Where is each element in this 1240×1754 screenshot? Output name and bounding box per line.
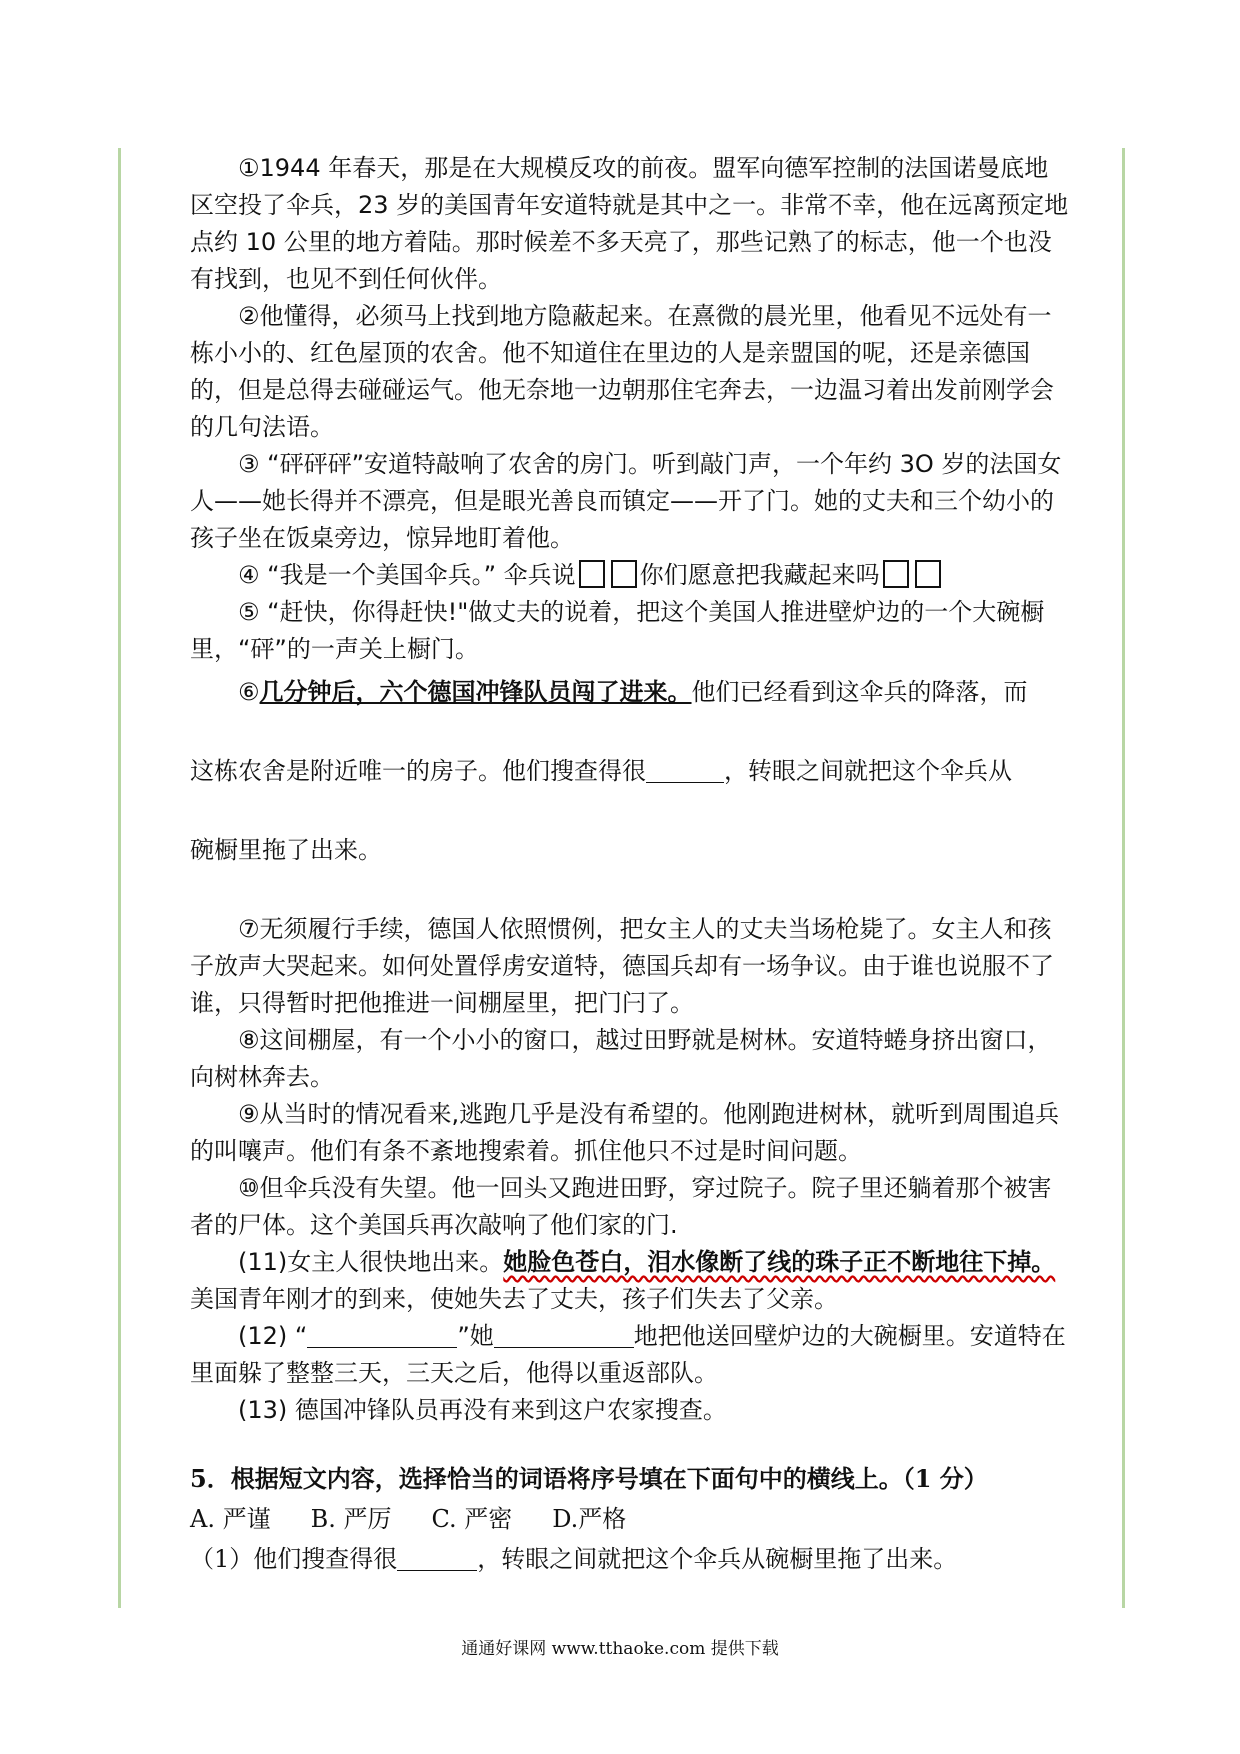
paragraph-6-rest: 他们已经看到这伞兵的降落，而 <box>691 678 1028 706</box>
paragraph-4-text-b: 你们愿意把我藏起来吗 <box>639 561 880 589</box>
paragraph-3: ③ “砰砰砰”安道特敲响了农舍的房门。听到敲门声，一个年约 3O 岁的法国女人——她长得并不漂亮，但是眼光善良而镇定——开了门。她的丈夫和三个幼小的孩子坐在饭桌旁边，惊异地盯着他。 <box>190 450 1062 552</box>
option-a[interactable]: A. 严谨 <box>190 1505 271 1533</box>
paragraph-5: ⑤ “赶快，你得赶快!"做丈夫的说着，把这个美国人推进壁炉边的一个大碗橱里，“砰”的一声关上橱门。 <box>190 598 1045 663</box>
answer-blank[interactable] <box>307 1323 457 1348</box>
paragraph-13: (13) 德国冲锋队员再没有来到这户农家搜查。 <box>238 1396 727 1424</box>
paragraph-4-text-a: ④ “我是一个美国伞兵。” 伞兵说 <box>238 561 576 589</box>
punctuation-box[interactable] <box>883 560 909 588</box>
paragraph-6-line-3: 碗橱里拖了出来。 <box>190 836 382 864</box>
paragraph-12-b: ”她 <box>457 1322 494 1350</box>
paragraph-6-line-2 <box>190 753 1070 790</box>
paragraph-11 <box>190 1244 1070 1318</box>
question-item-1-b: ，转眼之间就把这个伞兵从碗橱里拖了出来。 <box>477 1545 958 1573</box>
paragraph-9: ⑨从当时的情况看来,逃跑几乎是没有希望的。他刚跑进树林，就听到周围追兵的叫嚷声。他们有条不紊地搜索着。抓住他只不过是时间问题。 <box>190 1100 1060 1165</box>
paragraph-8: ⑧这间棚屋，有一个小小的窗口，越过田野就是树林。安道特蜷身挤出窗口，向树林奔去。 <box>190 1026 1052 1091</box>
answer-blank[interactable] <box>494 1323 634 1348</box>
paragraph-6-line-2-b: ，转眼之间就把这个伞兵从 <box>724 757 1012 785</box>
punctuation-box[interactable] <box>915 560 941 588</box>
option-d[interactable]: D.严格 <box>552 1505 627 1533</box>
paragraph-11-marked-sentence: 她脸色苍白，泪水像断了线的珠子正不断地往下掉。 <box>503 1248 1056 1276</box>
paragraph-11-lead: (11)女主人很快地出来。 <box>238 1248 504 1276</box>
option-b[interactable]: B. 严厉 <box>310 1505 392 1533</box>
paragraph-6-underlined-sentence: 几分钟后，六个德国冲锋队员闯了进来。 <box>259 678 692 706</box>
question-item-1-a: （1）他们搜查得很 <box>190 1545 398 1573</box>
punctuation-box[interactable] <box>579 560 605 588</box>
paragraph-6-lead: ⑥ <box>238 678 260 706</box>
left-margin-line <box>118 148 121 1608</box>
paragraph-6-line-2-a: 这栋农舍是附近唯一的房子。他们搜查得很 <box>190 757 646 785</box>
paragraph-7: ⑦无须履行手续，德国人依照惯例，把女主人的丈夫当场枪毙了。女主人和孩子放声大哭起来。如何处置俘虏安道特，德国兵却有一场争议。由于谁也说服不了谁，只得暂时把他推进一间棚屋里，把门闩了。 <box>190 915 1054 1017</box>
paragraph-12-a: (12) “ <box>238 1322 308 1350</box>
question-options <box>190 1499 1070 1539</box>
paragraph-1: ①1944 年春天，那是在大规模反攻的前夜。盟军向德军控制的法国诺曼底地区空投了伞兵，23 岁的美国青年安道特就是其中之一。非常不幸，他在远离预定地点约 10 公里的地方着陆。那时候差不多天亮了，那些记熟了的标志，他一个也没有找到，也见不到任何伙伴。 <box>190 154 1069 293</box>
paragraph-6-line-1 <box>190 674 1070 711</box>
answer-blank[interactable] <box>397 1546 477 1571</box>
punctuation-box[interactable] <box>611 560 637 588</box>
footer: 通通好课网 www.tthaoke.com 提供下载 <box>461 1639 779 1659</box>
paragraph-11-rest: 美国青年刚才的到来，使她失去了丈夫，孩子们失去了父亲。 <box>190 1285 838 1313</box>
paragraph-4 <box>190 557 1070 594</box>
paragraph-12 <box>190 1318 1070 1392</box>
paragraph-2: ②他懂得，必须马上找到地方隐蔽起来。在熹微的晨光里，他看见不远处有一栋小小的、红色屋顶的农舍。他不知道住在里边的人是亲盟国的呢，还是亲德国的，但是总得去碰碰运气。他无奈地一边朝那住宅奔去，一边温习着出发前刚学会的几句法语。 <box>190 302 1054 441</box>
answer-blank[interactable] <box>646 758 724 783</box>
question-item-1 <box>190 1539 1070 1579</box>
right-margin-line <box>1122 148 1125 1608</box>
paragraph-10: ⑩但伞兵没有失望。他一回头又跑进田野，穿过院子。院子里还躺着那个被害者的尸体。这个美国兵再次敲响了他们家的门. <box>190 1174 1052 1239</box>
question-title: 5．根据短文内容，选择恰当的词语将序号填在下面句中的横线上。（1 分） <box>190 1464 988 1493</box>
passage <box>190 150 1070 1579</box>
paragraph-12-c: 地把他送回壁炉边的大碗橱里。安道特在里面躲了整整三天，三天之后，他得以重返部队。 <box>190 1322 1066 1387</box>
option-c[interactable]: C. 严密 <box>431 1505 513 1533</box>
